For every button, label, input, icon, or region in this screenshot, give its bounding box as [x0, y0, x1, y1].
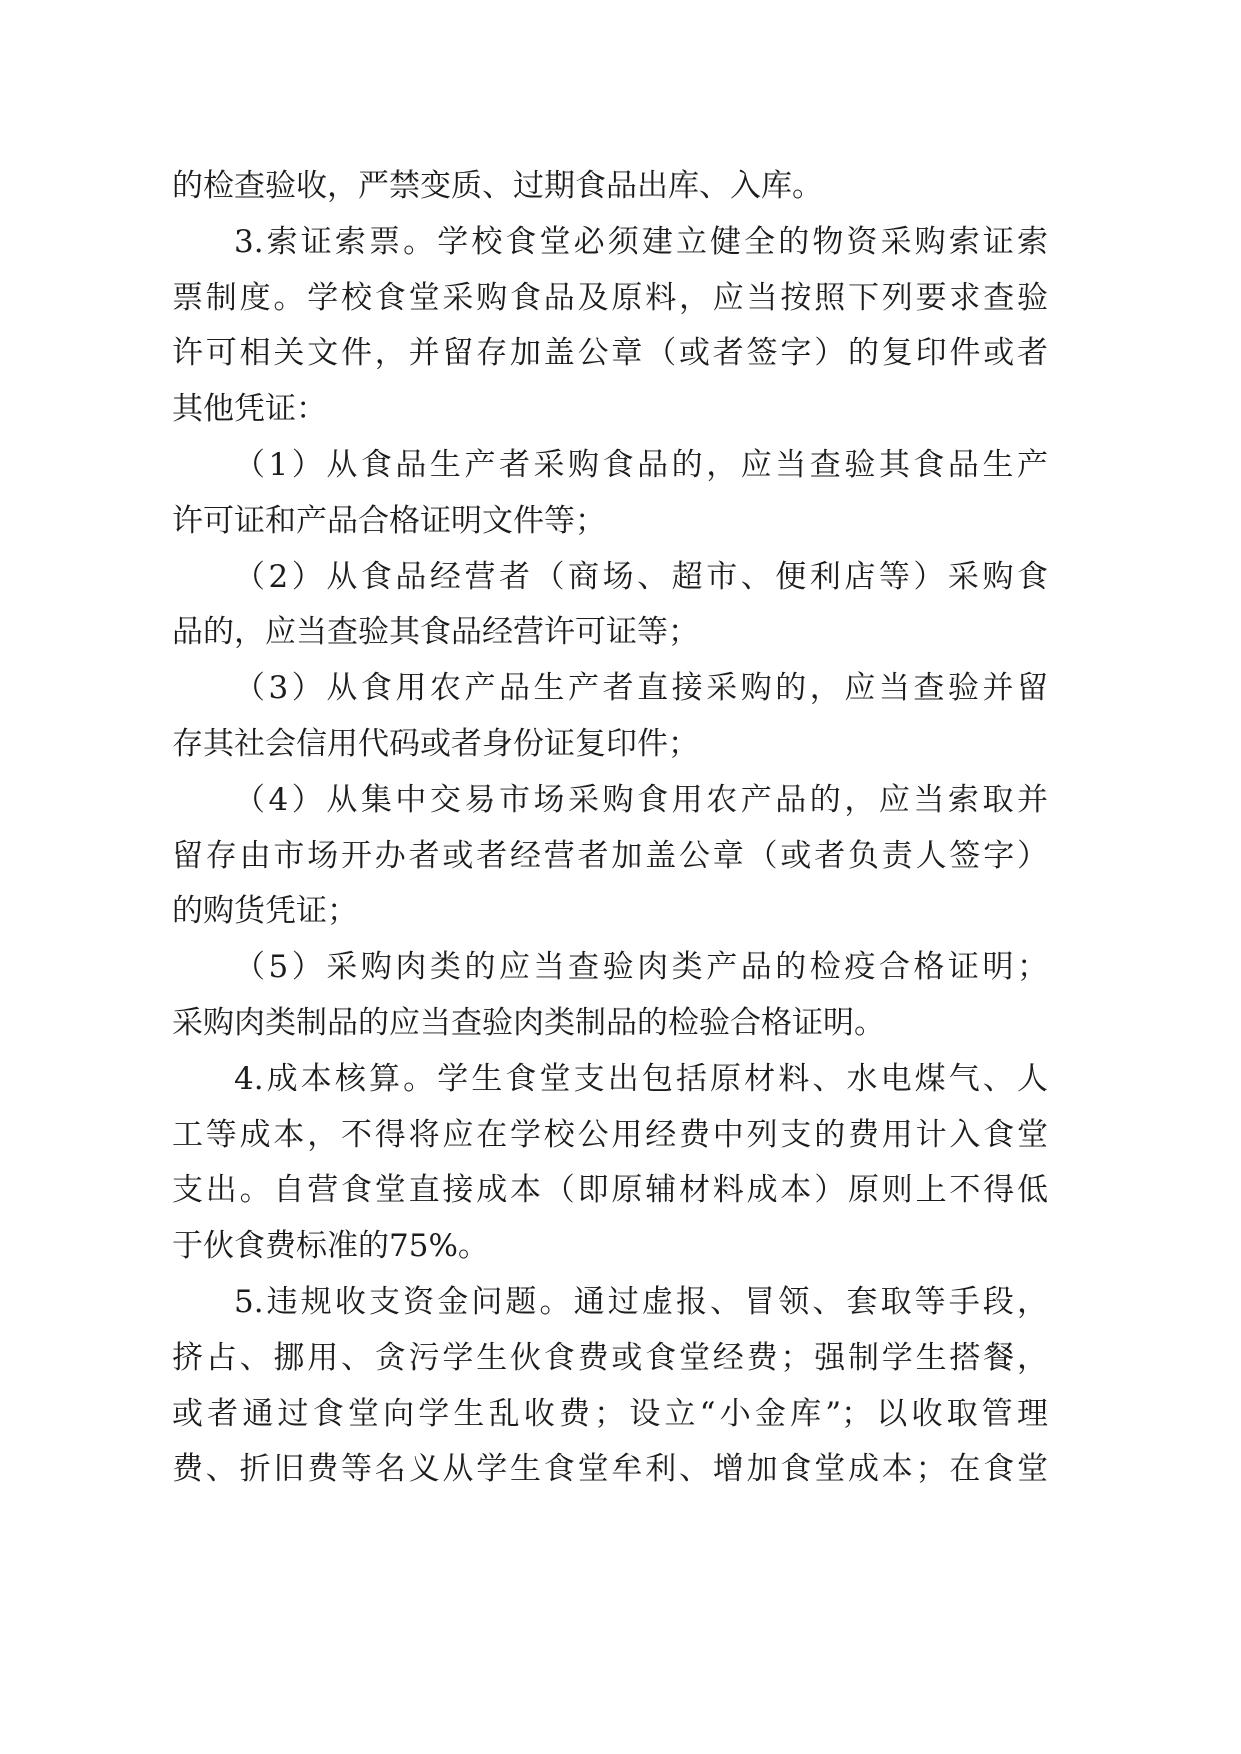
text-line: （5）采购肉类的应当查验肉类产品的检疫合格证明； — [234, 949, 1048, 986]
text-line: 许可相关文件，并留存加盖公章（或者签字）的复印件或者 — [172, 335, 1048, 372]
text-line: 费、折旧费等名义从学生食堂牟利、增加食堂成本；在食堂 — [172, 1451, 1048, 1488]
text-line: 存其社会信用代码或者身份证复印件； — [172, 725, 699, 762]
text-line: （1）从食品生产者采购食品的，应当查验其食品生产 — [234, 446, 1048, 483]
text-line: 或者通过食堂向学生乱收费；设立“小金库”；以收取管理 — [172, 1395, 1048, 1432]
text-line: 3.索证索票。学校食堂必须建立健全的物资采购索证索 — [234, 223, 1048, 260]
text-line: 留存由市场开办者或者经营者加盖公章（或者负责人签字） — [172, 837, 1048, 874]
text-line: （2）从食品经营者（商场、超市、便利店等）采购食 — [234, 558, 1048, 595]
paragraph-item-4 — [172, 773, 1048, 940]
text-line: 许可证和产品合格证明文件等； — [172, 502, 606, 539]
text-line: 其他凭证： — [172, 391, 327, 428]
paragraph-section-5 — [172, 1275, 1048, 1498]
document-body — [172, 159, 1048, 1498]
text-line: 支出。自营食堂直接成本（即原辅材料成本）原则上不得低 — [172, 1172, 1048, 1209]
text-line: 的检查验收，严禁变质、过期食品出库、入库。 — [172, 168, 823, 204]
paragraph-item-5 — [172, 940, 1048, 1052]
text-line: 4.成本核算。学生食堂支出包括原材料、水电煤气、人 — [234, 1060, 1048, 1097]
text-line: 票制度。学校食堂采购食品及原料，应当按照下列要求查验 — [172, 279, 1048, 316]
paragraph-item-3 — [172, 661, 1048, 773]
paragraph-section-3 — [172, 215, 1048, 438]
text-line: 采购肉类制品的应当查验肉类制品的检验合格证明。 — [172, 1004, 885, 1041]
text-line: 于伙食费标准的75%。 — [172, 1228, 489, 1265]
text-line: 的购货凭证； — [172, 893, 358, 930]
paragraph-section-4 — [172, 1052, 1048, 1275]
text-line: （4）从集中交易市场采购食用农产品的，应当索取并 — [234, 781, 1048, 818]
text-line: 挤占、挪用、贪污学生伙食费或食堂经费；强制学生搭餐， — [172, 1339, 1048, 1376]
paragraph-item-1 — [172, 438, 1048, 550]
text-line: 品的，应当查验其食品经营许可证等； — [172, 614, 699, 651]
text-line: 工等成本，不得将应在学校公用经费中列支的费用计入食堂 — [172, 1116, 1048, 1153]
text-line: 5.违规收支资金问题。通过虚报、冒领、套取等手段， — [234, 1283, 1048, 1320]
paragraph-item-2 — [172, 550, 1048, 662]
text-line: （3）从食用农产品生产者直接采购的，应当查验并留 — [234, 670, 1048, 707]
paragraph-continuation — [172, 159, 1048, 215]
